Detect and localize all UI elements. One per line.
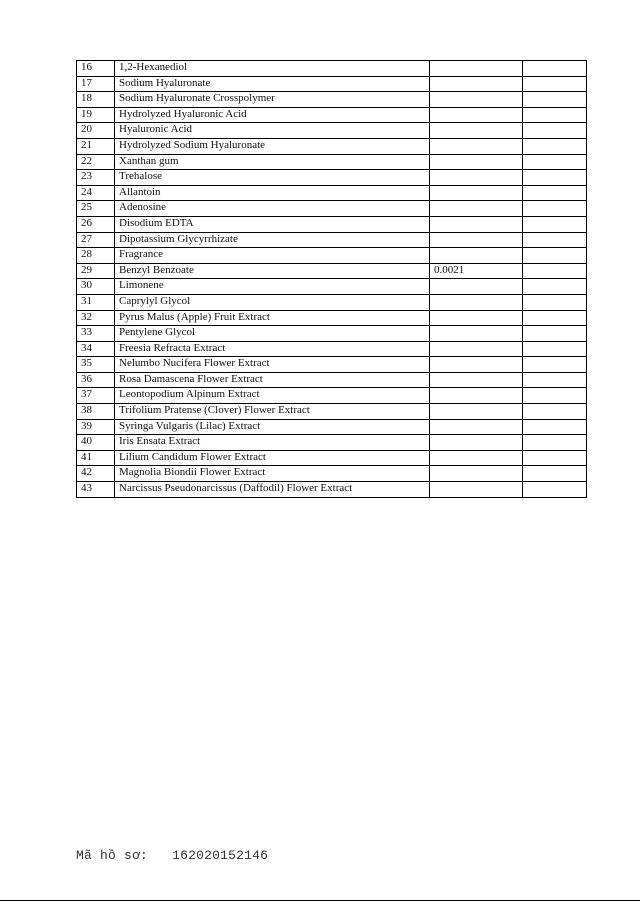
ingredient-name-cell: Pentylene Glycol [115,326,430,342]
row-number-cell: 40 [77,435,115,451]
concentration-cell [430,326,523,342]
ingredient-name-cell: Sodium Hyaluronate [115,76,430,92]
concentration-cell [430,185,523,201]
row-number-cell: 21 [77,138,115,154]
concentration-cell [430,404,523,420]
row-number-cell: 27 [77,232,115,248]
row-number-cell: 28 [77,248,115,264]
row-number-cell: 24 [77,185,115,201]
table-row [77,482,587,498]
ingredients-table-body [77,61,587,498]
extra-cell [523,107,587,123]
ingredient-name-cell: Xanthan gum [115,154,430,170]
row-number-cell: 38 [77,404,115,420]
concentration-cell [430,388,523,404]
extra-cell [523,388,587,404]
table-row [77,170,587,186]
ingredient-name-cell: Nelumbo Nucifera Flower Extract [115,357,430,373]
concentration-cell [430,466,523,482]
concentration-cell [430,248,523,264]
extra-cell [523,201,587,217]
ingredient-name-cell: Leontopodium Alpinum Extract [115,388,430,404]
extra-cell [523,232,587,248]
table-row [77,404,587,420]
ingredient-name-cell: Narcissus Pseudonarcissus (Daffodil) Flower Extract [115,482,430,498]
extra-cell [523,138,587,154]
row-number-cell: 26 [77,216,115,232]
extra-cell [523,123,587,139]
extra-cell [523,482,587,498]
dossier-code-value: 162020152146 [172,848,269,863]
table-row [77,154,587,170]
table-row [77,216,587,232]
row-number-cell: 39 [77,419,115,435]
row-number-cell: 36 [77,372,115,388]
ingredient-name-cell: 1,2-Hexanediol [115,61,430,77]
row-number-cell: 23 [77,170,115,186]
row-number-cell: 31 [77,294,115,310]
ingredient-name-cell: Lilium Candidum Flower Extract [115,450,430,466]
table-row [77,201,587,217]
ingredient-name-cell: Trehalose [115,170,430,186]
ingredient-name-cell: Hyaluronic Acid [115,123,430,139]
extra-cell [523,294,587,310]
ingredient-name-cell: Syringa Vulgaris (Lilac) Extract [115,419,430,435]
concentration-cell [430,294,523,310]
extra-cell [523,419,587,435]
extra-cell [523,326,587,342]
extra-cell [523,372,587,388]
extra-cell [523,61,587,77]
table-row [77,326,587,342]
extra-cell [523,466,587,482]
ingredient-name-cell: Sodium Hyaluronate Crosspolymer [115,92,430,108]
concentration-cell [430,450,523,466]
concentration-cell [430,154,523,170]
footer-divider [0,900,640,901]
concentration-cell [430,92,523,108]
dossier-code [76,848,268,863]
extra-cell [523,185,587,201]
concentration-cell [430,372,523,388]
ingredient-name-cell: Rosa Damascena Flower Extract [115,372,430,388]
table-row [77,232,587,248]
extra-cell [523,248,587,264]
ingredient-name-cell: Hydrolyzed Sodium Hyaluronate [115,138,430,154]
row-number-cell: 19 [77,107,115,123]
row-number-cell: 30 [77,279,115,295]
concentration-cell: 0.0021 [430,263,523,279]
table-row [77,372,587,388]
table-row [77,310,587,326]
extra-cell [523,435,587,451]
extra-cell [523,450,587,466]
row-number-cell: 32 [77,310,115,326]
table-row [77,107,587,123]
row-number-cell: 43 [77,482,115,498]
concentration-cell [430,76,523,92]
concentration-cell [430,61,523,77]
ingredient-name-cell: Adenosine [115,201,430,217]
extra-cell [523,279,587,295]
concentration-cell [430,232,523,248]
table-row [77,294,587,310]
concentration-cell [430,201,523,217]
ingredients-table [76,60,587,498]
row-number-cell: 29 [77,263,115,279]
row-number-cell: 33 [77,326,115,342]
ingredient-name-cell: Caprylyl Glycol [115,294,430,310]
concentration-cell [430,419,523,435]
extra-cell [523,154,587,170]
ingredient-name-cell: Hydrolyzed Hyaluronic Acid [115,107,430,123]
row-number-cell: 16 [77,61,115,77]
ingredient-name-cell: Iris Ensata Extract [115,435,430,451]
concentration-cell [430,216,523,232]
table-row [77,279,587,295]
table-row [77,388,587,404]
extra-cell [523,216,587,232]
concentration-cell [430,482,523,498]
table-row [77,123,587,139]
extra-cell [523,404,587,420]
ingredient-name-cell: Fragrance [115,248,430,264]
table-row [77,92,587,108]
row-number-cell: 37 [77,388,115,404]
row-number-cell: 35 [77,357,115,373]
row-number-cell: 25 [77,201,115,217]
concentration-cell [430,435,523,451]
table-row [77,263,587,279]
extra-cell [523,341,587,357]
concentration-cell [430,279,523,295]
table-row [77,138,587,154]
ingredient-name-cell: Disodium EDTA [115,216,430,232]
row-number-cell: 22 [77,154,115,170]
ingredient-name-cell: Benzyl Benzoate [115,263,430,279]
extra-cell [523,76,587,92]
row-number-cell: 34 [77,341,115,357]
table-row [77,450,587,466]
extra-cell [523,170,587,186]
extra-cell [523,92,587,108]
extra-cell [523,310,587,326]
ingredient-name-cell: Pyrus Malus (Apple) Fruit Extract [115,310,430,326]
row-number-cell: 18 [77,92,115,108]
concentration-cell [430,170,523,186]
table-row [77,419,587,435]
ingredient-name-cell: Dipotassium Glycyrrhizate [115,232,430,248]
table-row [77,341,587,357]
concentration-cell [430,107,523,123]
extra-cell [523,357,587,373]
row-number-cell: 20 [77,123,115,139]
extra-cell [523,263,587,279]
ingredient-name-cell: Magnolia Biondii Flower Extract [115,466,430,482]
concentration-cell [430,357,523,373]
table-row [77,248,587,264]
ingredient-name-cell: Allantoin [115,185,430,201]
table-row [77,435,587,451]
table-row [77,466,587,482]
concentration-cell [430,123,523,139]
table-row [77,76,587,92]
table-row [77,357,587,373]
dossier-code-label: Mã hồ sơ: [76,848,149,863]
row-number-cell: 41 [77,450,115,466]
table-row [77,185,587,201]
ingredient-name-cell: Freesia Refracta Extract [115,341,430,357]
table-row [77,61,587,77]
ingredient-name-cell: Limonene [115,279,430,295]
concentration-cell [430,341,523,357]
ingredient-name-cell: Trifolium Pratense (Clover) Flower Extract [115,404,430,420]
row-number-cell: 17 [77,76,115,92]
concentration-cell [430,310,523,326]
concentration-cell [430,138,523,154]
row-number-cell: 42 [77,466,115,482]
